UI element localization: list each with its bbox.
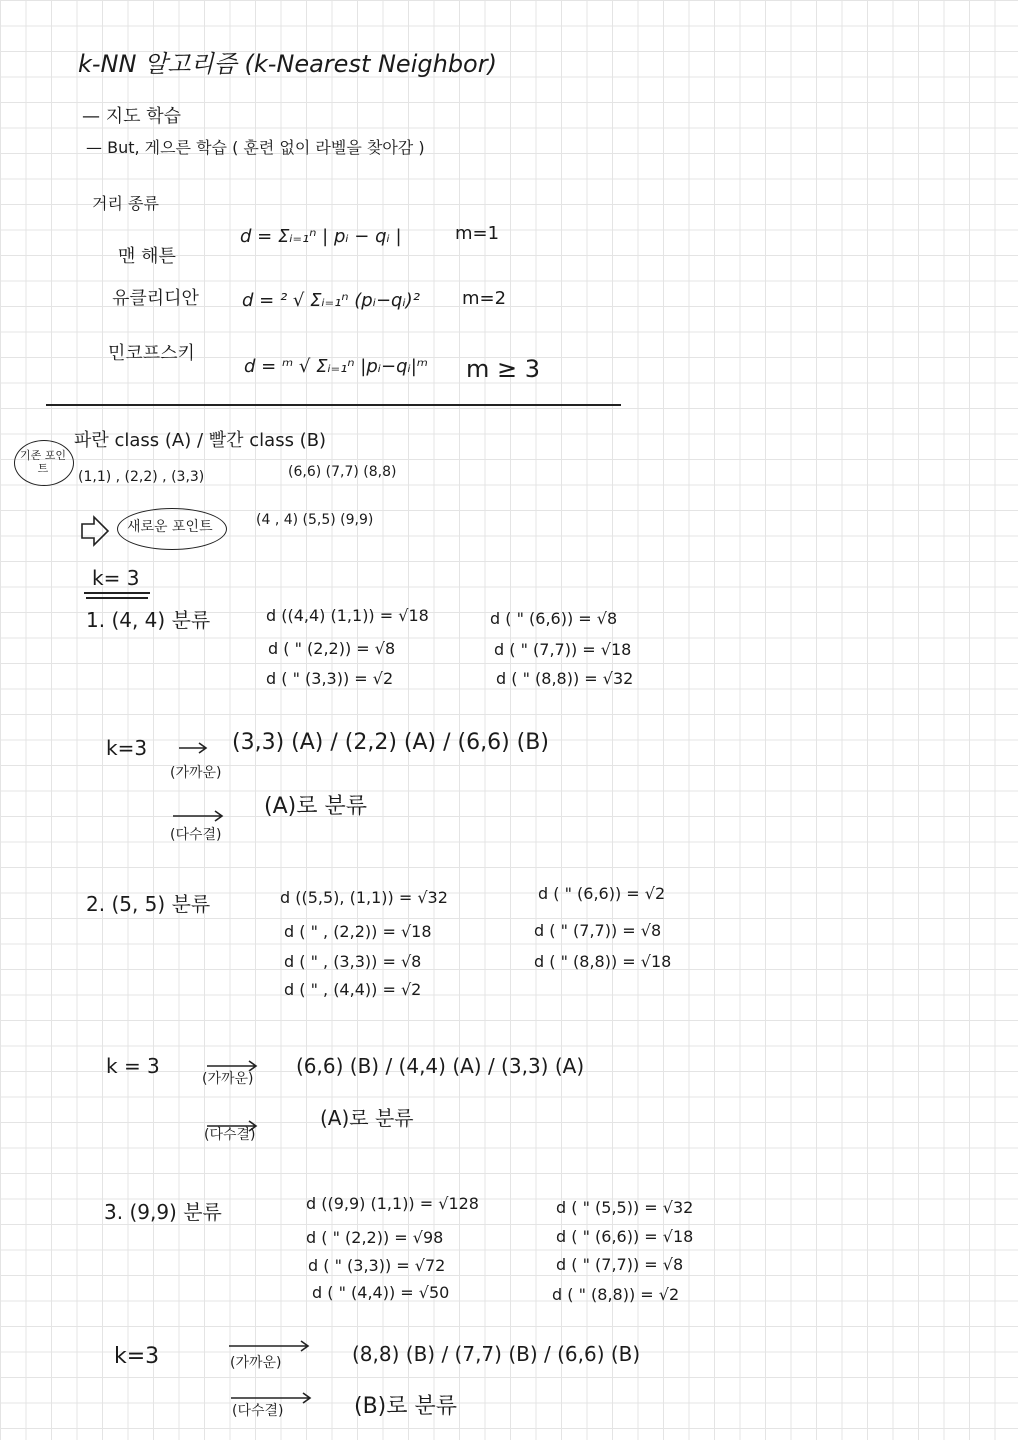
- class-b-points: (6,6) (7,7) (8,8): [288, 464, 397, 480]
- k-underline-2: [86, 597, 148, 599]
- example-1-dist-3: d ( " (3,3)) = √2: [266, 669, 394, 688]
- example-2-title: 2. (5, 5) 분류: [86, 892, 211, 916]
- example-2-result: (A)로 분류: [320, 1106, 414, 1130]
- example-1-title: 1. (4, 4) 분류: [86, 608, 211, 632]
- example-2-dist-6: d ( " (7,7)) = √8: [534, 921, 662, 940]
- example-3-majority-label: (다수결): [232, 1403, 284, 1419]
- example-3-dist-2: d ( " (2,2)) = √98: [306, 1228, 444, 1247]
- example-2-dist-5: d ( " (6,6)) = √2: [538, 884, 666, 903]
- section-divider: [46, 404, 621, 406]
- minkowski-param: m ≥ 3: [466, 355, 541, 383]
- example-1-nearest-label: (가까운): [170, 765, 222, 781]
- example-3-k: k=3: [114, 1344, 160, 1369]
- new-points: (4 , 4) (5,5) (9,9): [256, 512, 374, 528]
- page-title: k-NN 알고리즘 (k-Nearest Neighbor): [78, 50, 497, 78]
- example-3-nearest-label: (가까운): [230, 1355, 282, 1371]
- example-1-k: k=3: [106, 736, 148, 760]
- example-3-dist-6: d ( " (6,6)) = √18: [556, 1227, 694, 1246]
- example-2-dist-1: d ((5,5), (1,1)) = √32: [280, 888, 448, 907]
- example-1-nearest: (3,3) (A) / (2,2) (A) / (6,6) (B): [232, 730, 549, 755]
- example-3-title: 3. (9,9) 분류: [104, 1200, 222, 1224]
- example-3-dist-7: d ( " (7,7)) = √8: [556, 1255, 684, 1274]
- example-2-dist-4: d ( " , (4,4)) = √2: [284, 980, 422, 999]
- minkowski-formula: d = ᵐ √ Σᵢ₌₁ⁿ |pᵢ−qᵢ|ᵐ: [244, 356, 428, 377]
- example-1-dist-4: d ( " (6,6)) = √8: [490, 609, 618, 628]
- example-1-dist-2: d ( " (2,2)) = √8: [268, 639, 396, 658]
- intro-lazy-learning: — But, 게으른 학습 ( 훈련 없이 라벨을 찾아감 ): [86, 138, 425, 157]
- euclidean-formula: d = ² √ Σᵢ₌₁ⁿ (pᵢ−qᵢ)²: [242, 290, 420, 311]
- intro-supervised: — 지도 학습: [82, 106, 181, 127]
- example-2-nearest-label: (가까운): [202, 1071, 254, 1087]
- example-1-dist-1: d ((4,4) (1,1)) = √18: [266, 606, 429, 625]
- example-3-dist-4: d ( " (4,4)) = √50: [312, 1283, 450, 1302]
- new-points-label: 새로운 포인트: [127, 519, 213, 535]
- distance-heading: 거리 종류: [92, 194, 159, 213]
- class-a-points: (1,1) , (2,2) , (3,3): [78, 469, 205, 485]
- minkowski-name: 민코프스키: [108, 343, 195, 364]
- example-1-dist-5: d ( " (7,7)) = √18: [494, 640, 632, 659]
- arrow-right-icon: [80, 514, 110, 548]
- example-3-dist-1: d ((9,9) (1,1)) = √128: [306, 1194, 479, 1213]
- example-2-dist-7: d ( " (8,8)) = √18: [534, 952, 672, 971]
- example-3-dist-3: d ( " (3,3)) = √72: [308, 1256, 446, 1275]
- euclidean-param: m=2: [462, 288, 507, 309]
- arrow-right-icon: [178, 742, 208, 754]
- example-2-majority-label: (다수결): [204, 1127, 256, 1143]
- k-value: k= 3: [92, 566, 140, 590]
- euclidean-name: 유클리디안: [112, 288, 199, 309]
- base-points-label: 기존 포인트: [20, 449, 67, 475]
- example-2-nearest: (6,6) (B) / (4,4) (A) / (3,3) (A): [296, 1054, 585, 1078]
- example-3-result: (B)로 분류: [354, 1394, 458, 1419]
- arrow-right-icon: [228, 1340, 310, 1352]
- example-3-dist-8: d ( " (8,8)) = √2: [552, 1285, 680, 1304]
- manhattan-formula: d = Σᵢ₌₁ⁿ | pᵢ − qᵢ |: [240, 226, 402, 247]
- example-2-k: k = 3: [106, 1054, 160, 1078]
- manhattan-param: m=1: [455, 223, 500, 244]
- example-3-dist-5: d ( " (5,5)) = √32: [556, 1198, 694, 1217]
- example-2-dist-2: d ( " , (2,2)) = √18: [284, 922, 432, 941]
- manhattan-name: 맨 해튼: [118, 246, 176, 267]
- example-2-dist-3: d ( " , (3,3)) = √8: [284, 952, 422, 971]
- k-underline: [84, 592, 150, 594]
- arrow-right-icon: [172, 810, 224, 822]
- example-1-result: (A)로 분류: [264, 794, 367, 819]
- example-1-dist-6: d ( " (8,8)) = √32: [496, 669, 634, 688]
- example-3-nearest: (8,8) (B) / (7,7) (B) / (6,6) (B): [352, 1342, 641, 1366]
- class-header: 파란 class (A) / 빨간 class (B): [74, 430, 327, 451]
- example-1-majority-label: (다수결): [170, 827, 222, 843]
